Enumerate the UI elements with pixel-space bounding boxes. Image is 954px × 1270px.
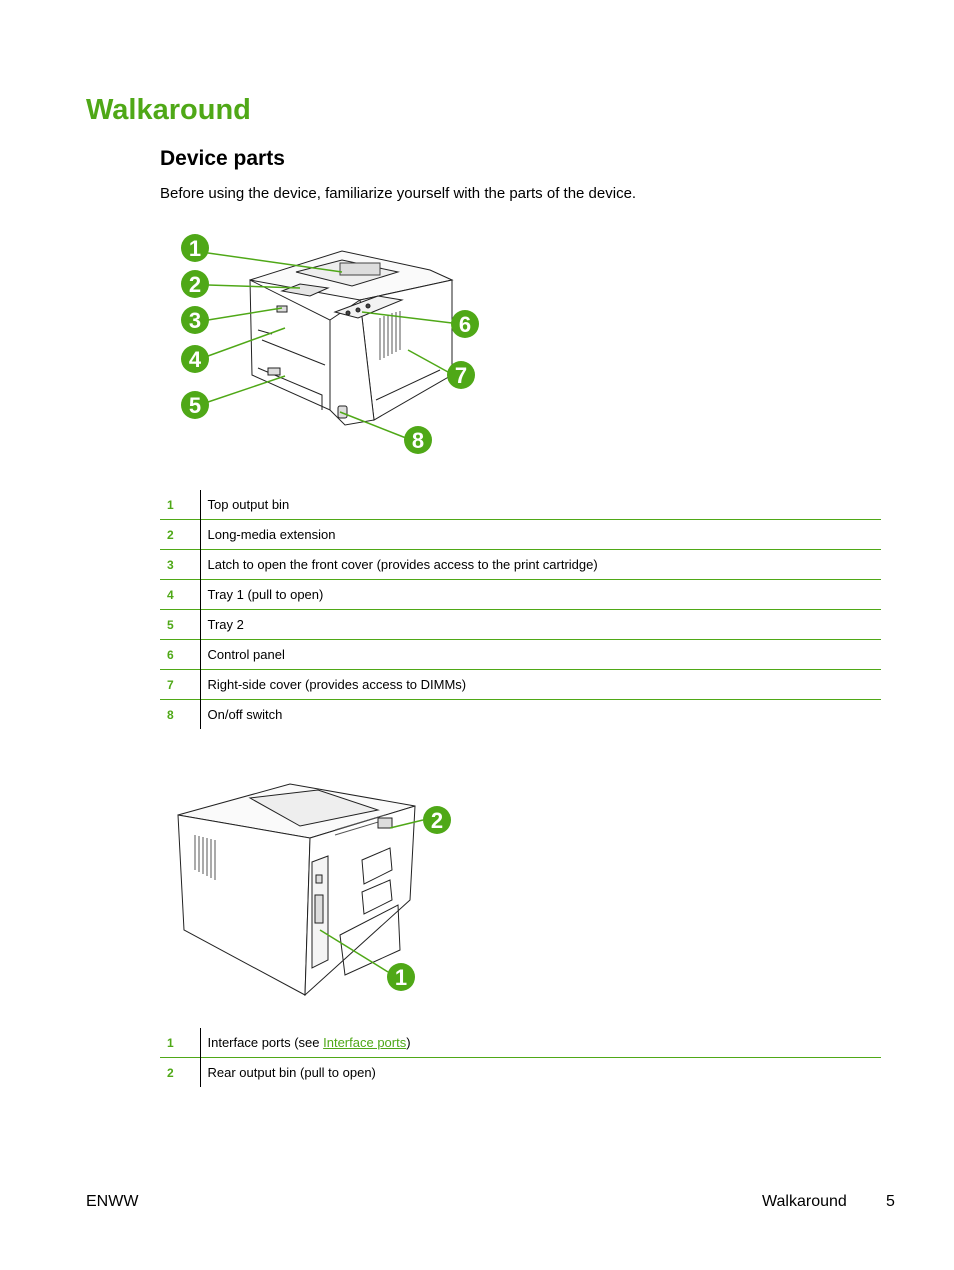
- footer-section: Walkaround: [762, 1193, 847, 1210]
- table-row: [160, 580, 881, 610]
- row-number: 5: [160, 610, 200, 640]
- front-printer-illustration: [250, 251, 452, 425]
- row-description: On/off switch: [200, 700, 881, 730]
- row-description: Long-media extension: [200, 520, 881, 550]
- page-title: Walkaround: [86, 94, 251, 126]
- front-callout-7: [447, 361, 475, 389]
- front-callout-4: [181, 345, 209, 373]
- table-row: [160, 490, 881, 520]
- front-callout-5: [181, 391, 209, 419]
- svg-text:4: 4: [188, 347, 202, 372]
- row-description: Latch to open the front cover (provides access to the print cartridge): [200, 550, 881, 580]
- front-callout-1: [181, 234, 209, 262]
- row-number: 3: [160, 550, 200, 580]
- table-row: [160, 520, 881, 550]
- table-row: [160, 550, 881, 580]
- footer-label: ENWW: [86, 1193, 139, 1210]
- svg-text:8: 8: [411, 428, 425, 453]
- svg-text:2: 2: [430, 808, 444, 833]
- svg-text:1: 1: [188, 236, 202, 261]
- row-description: Interface ports (see Interface ports): [207, 1035, 411, 1050]
- svg-text:1: 1: [394, 965, 408, 990]
- table-row: [160, 700, 881, 730]
- rear-parts-table: [160, 1028, 881, 1087]
- row-description: Rear output bin (pull to open): [200, 1058, 881, 1088]
- front-parts-table: [160, 490, 881, 729]
- row-description: Top output bin: [207, 497, 290, 512]
- svg-text:7: 7: [454, 363, 468, 388]
- rear-printer-illustration: [178, 784, 415, 995]
- row-number: 8: [160, 700, 200, 730]
- front-callout-2: [181, 270, 209, 298]
- svg-text:6: 6: [458, 312, 472, 337]
- front-callout-8: [404, 426, 432, 454]
- intro-paragraph: Before using the device, familiarize yourself with the parts of the device.: [160, 185, 637, 202]
- svg-text:2: 2: [188, 272, 202, 297]
- row-number: 2: [160, 520, 200, 550]
- rear-callout-2: [423, 806, 451, 834]
- table-row: [160, 1028, 881, 1058]
- front-callout-3: [181, 306, 209, 334]
- table-row: [160, 610, 881, 640]
- row-number: 1: [160, 1028, 200, 1058]
- row-number: 1: [160, 490, 200, 520]
- row-description: Control panel: [200, 640, 881, 670]
- row-number: 7: [160, 670, 200, 700]
- row-number: 6: [160, 640, 200, 670]
- row-number: 4: [160, 580, 200, 610]
- footer-page-number: 5: [886, 1193, 895, 1210]
- row-description: Right-side cover (provides access to DIMMs): [200, 670, 881, 700]
- section-title: Device parts: [160, 147, 285, 170]
- interface-ports-link[interactable]: Interface ports: [323, 1035, 407, 1050]
- row-description: Tray 2: [200, 610, 881, 640]
- front-callout-6: [451, 310, 479, 338]
- table-row: [160, 640, 881, 670]
- table-row: [160, 1058, 881, 1088]
- row-number: 2: [160, 1058, 200, 1088]
- rear-callout-1: [387, 963, 415, 991]
- svg-text:3: 3: [188, 308, 202, 333]
- table-row: [160, 670, 881, 700]
- svg-text:5: 5: [188, 393, 202, 418]
- row-description: Tray 1 (pull to open): [200, 580, 881, 610]
